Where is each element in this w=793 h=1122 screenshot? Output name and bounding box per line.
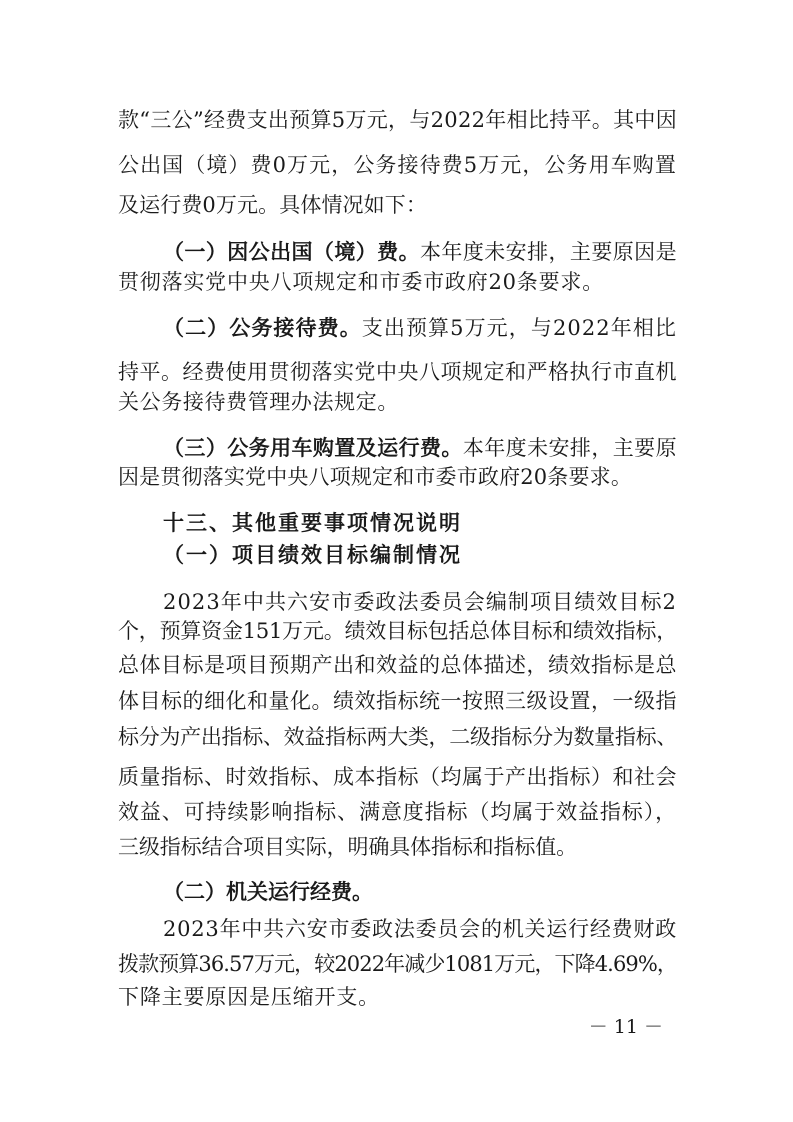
paragraph-text: 拨款预算36.57万元，较2022年减少1081万元，下降4.69%，: [118, 952, 677, 976]
paragraph-text: 总体目标是项目预期产出和效益的总体描述，绩效指标是总: [118, 653, 677, 677]
paragraph-text: 关公务接待费管理办法规定。: [118, 390, 399, 414]
paragraph-text: 因是贯彻落实党中央八项规定和市委市政府20条要求。: [118, 465, 632, 489]
line-content: [163, 875, 373, 909]
paragraph-text: 标分为产出指标、效益指标两大类，二级指标分为数量指标、: [118, 725, 677, 749]
line-content: [163, 506, 462, 540]
line-content: [118, 795, 677, 829]
heading-text: （二）公务接待费。: [163, 316, 362, 340]
line-content: [118, 148, 677, 182]
heading-text: 十三、其他重要事项情况说明: [163, 511, 462, 535]
text-line: [0, 720, 793, 754]
text-line: [0, 385, 793, 419]
paragraph-text: 2023年中共六安市委政法委员会编制项目绩效目标2: [163, 590, 677, 614]
text-line: [0, 980, 793, 1014]
line-content: [163, 912, 677, 946]
line-content: [118, 648, 677, 682]
text-line: [0, 460, 793, 494]
line-content: [118, 760, 677, 794]
paragraph-text: 持平。经费使用贯彻落实党中央八项规定和严格执行市直机: [118, 360, 677, 384]
line-content: [118, 385, 399, 419]
text-line: [0, 235, 793, 269]
text-line: [0, 148, 793, 182]
paragraph-text: 2023年中共六安市委政法委员会的机关运行经费财政: [163, 917, 677, 941]
heading-text: （一）项目绩效目标编制情况: [163, 543, 462, 567]
text-line: [0, 795, 793, 829]
text-line: [0, 311, 793, 345]
text-line: [0, 648, 793, 682]
line-content: [118, 720, 677, 754]
text-line: [0, 265, 793, 299]
text-line: [0, 538, 793, 572]
paragraph-text: 效益、可持续影响指标、满意度指标（均属于效益指标），: [118, 800, 677, 824]
line-content: [118, 980, 380, 1014]
text-line: [0, 614, 793, 648]
paragraph-text: 支出预算5万元，与2022年相比: [361, 316, 677, 340]
text-line: [0, 912, 793, 946]
line-content: [118, 355, 677, 389]
text-line: [0, 830, 793, 864]
text-line: [0, 103, 793, 137]
line-content: [118, 188, 427, 222]
text-line: [0, 355, 793, 389]
paragraph-text: 本年度未安排，主要原因是: [420, 240, 677, 264]
line-content: [118, 684, 677, 718]
text-line: [0, 188, 793, 222]
heading-text: （三）公务用车购置及运行费。: [163, 436, 463, 460]
line-content: [118, 947, 677, 981]
heading-text: （二）机关运行经费。: [163, 880, 373, 904]
text-line: [0, 684, 793, 718]
paragraph-text: 三级指标结合项目实际，明确具体指标和指标值。: [118, 835, 577, 859]
heading-text: （一）因公出国（境）费。: [163, 240, 420, 264]
line-content: [118, 614, 677, 648]
line-content: [163, 311, 677, 345]
text-line: [0, 760, 793, 794]
paragraph-text: 及运行费0万元。具体情况如下：: [118, 193, 427, 217]
paragraph-text: 公出国（境）费0万元，公务接待费5万元，公务用车购置: [118, 153, 677, 177]
paragraph-text: 贯彻落实党中央八项规定和市委市政府20条要求。: [118, 270, 604, 294]
paragraph-text: 款“三公”经费支出预算5万元，与2022年相比持平。其中因: [118, 108, 677, 132]
line-content: [118, 265, 604, 299]
line-content: [163, 538, 462, 572]
paragraph-text: 下降主要原因是压缩开支。: [118, 985, 380, 1009]
line-content: [118, 103, 677, 137]
line-content: [118, 830, 577, 864]
paragraph-text: 体目标的细化和量化。绩效指标统一按照三级设置，一级指: [118, 689, 677, 713]
paragraph-text: 质量指标、时效指标、成本指标（均属于产出指标）和社会: [118, 765, 677, 789]
paragraph-text: 本年度未安排，主要原: [462, 436, 678, 460]
page-number: － 11 －: [588, 1016, 663, 1038]
line-content: [163, 235, 677, 269]
line-content: [118, 460, 632, 494]
text-line: [0, 875, 793, 909]
text-line: [0, 506, 793, 540]
paragraph-text: 个，预算资金151万元。绩效目标包括总体目标和绩效指标，: [118, 619, 677, 643]
text-line: [0, 947, 793, 981]
